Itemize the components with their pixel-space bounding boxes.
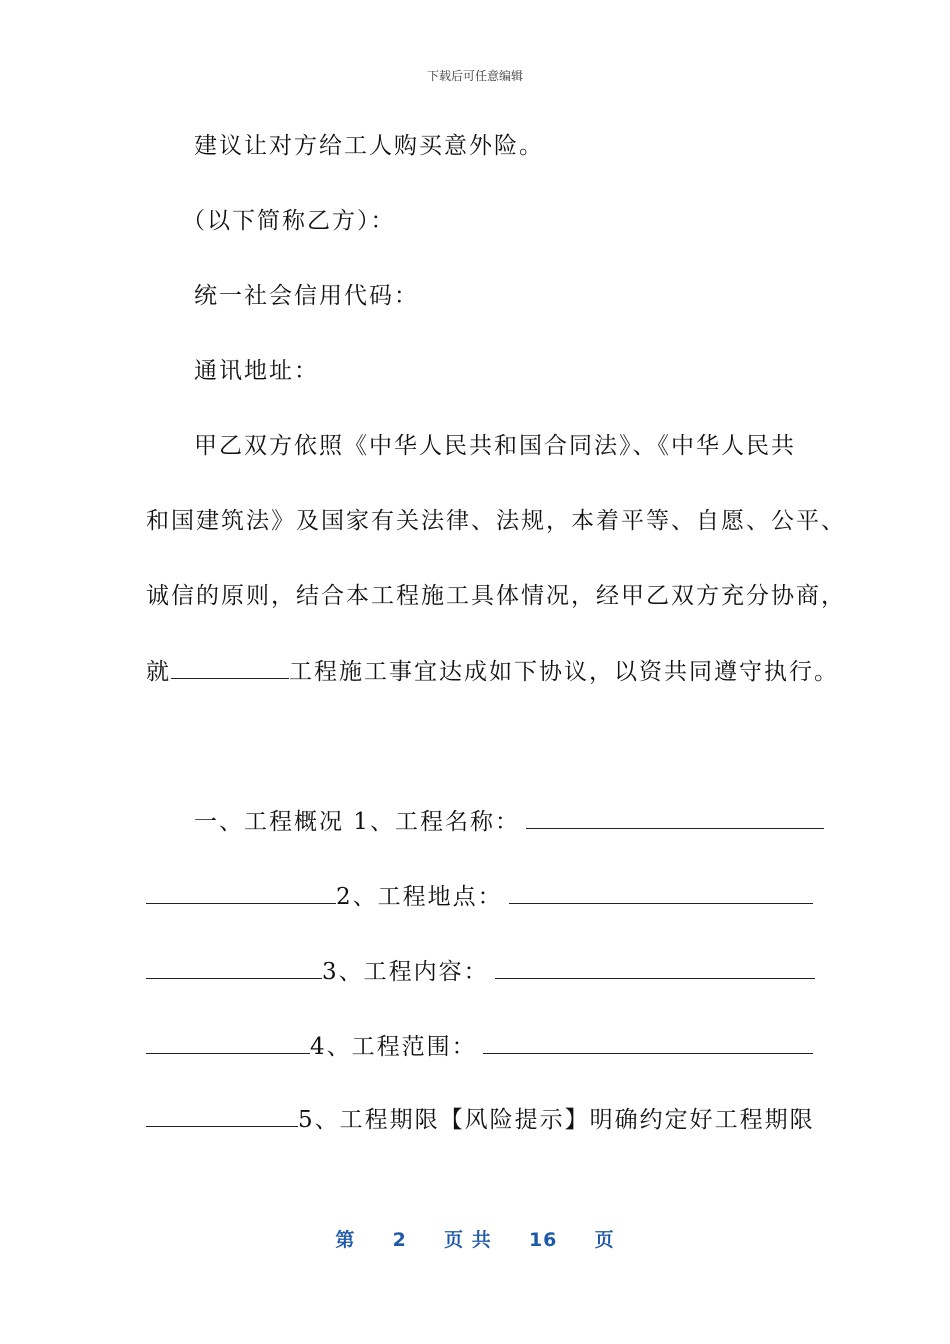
- item-project-period: [146, 1104, 815, 1135]
- paragraph-line-2: 和国建筑法》及国家有关法律、法规，本着平等、自愿、公平、: [146, 508, 846, 534]
- project-content-continued-blank[interactable]: [146, 1031, 310, 1054]
- item-project-location-label: 2、工程地点：: [336, 884, 503, 910]
- text-line-insurance: 建议让对方给工人购买意外险。: [194, 133, 544, 159]
- item-project-location: [146, 881, 813, 912]
- footer-label-total: 页 共: [444, 1229, 492, 1251]
- footer-page-total: 16: [528, 1229, 558, 1251]
- item-project-scope-label: 4、工程范围：: [310, 1034, 477, 1060]
- item-project-content-label: 3、工程内容：: [322, 959, 489, 985]
- paragraph-line-4: [146, 656, 839, 687]
- text-line-credit-code: 统一社会信用代码：: [194, 283, 419, 309]
- text-line-address: 通讯地址：: [194, 358, 319, 384]
- paragraph-line-3: 诚信的原则，结合本工程施工具体情况，经甲乙双方充分协商，: [146, 583, 846, 609]
- page-footer: [0, 1225, 950, 1252]
- project-location-blank[interactable]: [509, 881, 813, 904]
- paragraph-line-4-suffix: 工程施工事宜达成如下协议，以资共同遵守执行。: [289, 659, 839, 685]
- project-scope-continued-blank[interactable]: [146, 1104, 298, 1127]
- project-location-continued-blank[interactable]: [146, 956, 322, 979]
- text-line-party-b: （以下简称乙方）：: [182, 208, 396, 234]
- project-name-continued-blank[interactable]: [146, 881, 336, 904]
- header-note: 下载后可任意编辑: [426, 69, 523, 83]
- project-scope-blank[interactable]: [483, 1031, 813, 1054]
- item-project-content: [146, 956, 815, 987]
- item-project-name: [194, 806, 824, 837]
- footer-page-number: 2: [392, 1229, 407, 1251]
- project-name-blank[interactable]: [526, 806, 824, 829]
- paragraph-line-4-prefix: 就: [146, 659, 171, 685]
- item-project-scope: [146, 1031, 813, 1062]
- item-project-period-label: 5、工程期限【风险提示】明确约定好工程期限: [298, 1107, 815, 1133]
- footer-label-end: 页: [594, 1229, 615, 1251]
- project-content-blank[interactable]: [495, 956, 815, 979]
- project-blank[interactable]: [171, 656, 289, 679]
- footer-label-page: 第: [335, 1229, 356, 1251]
- item-project-name-label: 一、工程概况 1、工程名称：: [194, 809, 520, 835]
- paragraph-line-1: 甲乙双方依照《中华人民共和国合同法》、《中华人民共: [194, 433, 796, 459]
